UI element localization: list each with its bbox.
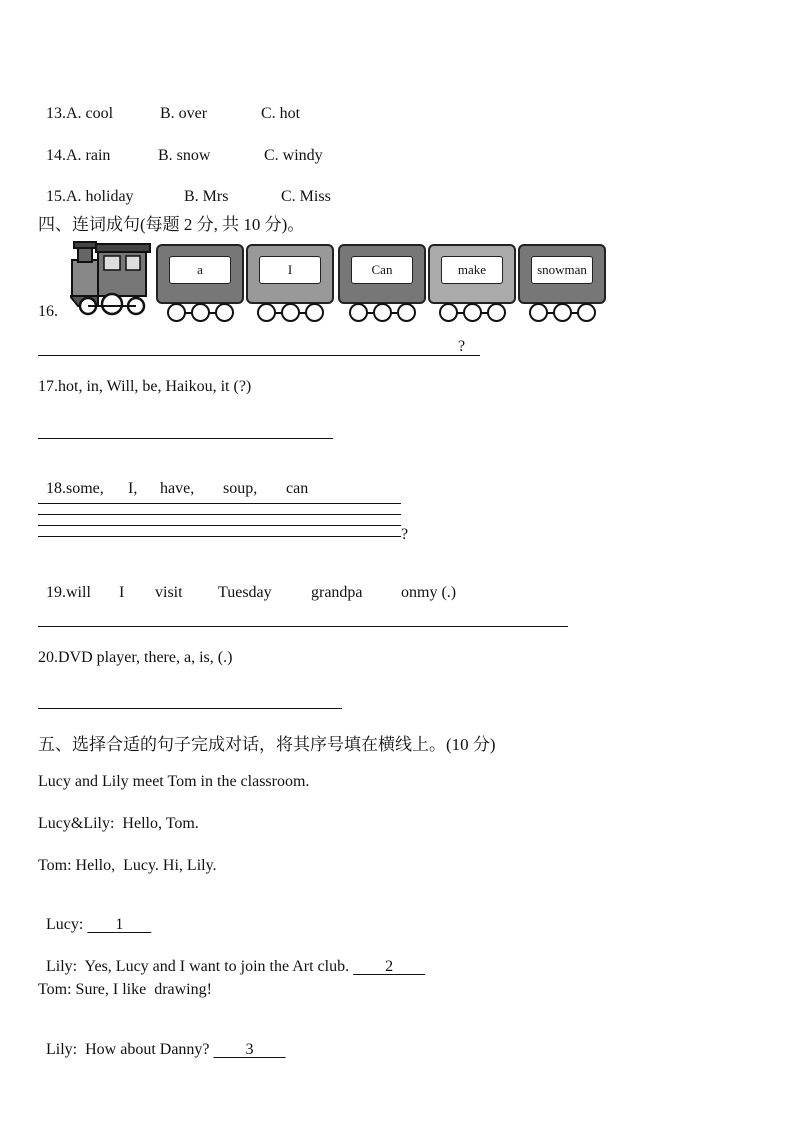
blank-number: 1 bbox=[115, 916, 124, 933]
option-a: A. holiday bbox=[66, 188, 134, 205]
train-car-word: a bbox=[169, 256, 231, 284]
option-a: A. cool bbox=[66, 105, 114, 122]
question-number: 19. bbox=[46, 584, 66, 601]
line-text: Lily: How about Danny? bbox=[46, 1041, 214, 1058]
answer-line-18a[interactable] bbox=[38, 503, 401, 504]
question-20: 20.DVD player, there, a, is, (.) bbox=[38, 649, 233, 666]
section-5-heading: 五、选择合适的句子完成对话，将其序号填在横线上。(10 分) bbox=[38, 735, 496, 754]
train-car-3 bbox=[338, 244, 426, 304]
train-car-word: I bbox=[259, 256, 321, 284]
answer-blank-2[interactable] bbox=[353, 958, 425, 976]
dialogue-line-2: Tom: Hello, Lucy. Hi, Lily. bbox=[38, 857, 217, 874]
speaker: Lucy: bbox=[46, 916, 88, 933]
answer-line-19[interactable] bbox=[38, 626, 568, 627]
end-mark-16: ? bbox=[458, 338, 466, 355]
train-car-5 bbox=[518, 244, 606, 304]
option-c: C. hot bbox=[261, 105, 301, 122]
option-a: A. rain bbox=[66, 147, 111, 164]
train-illustration bbox=[70, 240, 610, 318]
option-b: B. Mrs bbox=[184, 188, 229, 205]
question-19 bbox=[38, 566, 457, 602]
option-b: B. over bbox=[160, 105, 208, 122]
question-number: 13. bbox=[46, 105, 66, 122]
train-car-2 bbox=[246, 244, 334, 304]
word: onmy (.) bbox=[401, 584, 457, 601]
train-car-word: make bbox=[441, 256, 503, 284]
answer-line-18b[interactable] bbox=[38, 514, 401, 515]
train-car-word: snowman bbox=[531, 256, 593, 284]
word: some, bbox=[66, 480, 104, 497]
word: I bbox=[119, 584, 125, 601]
dialogue-intro: Lucy and Lily meet Tom in the classroom. bbox=[38, 773, 310, 790]
question-18 bbox=[38, 462, 309, 498]
word: Tuesday bbox=[218, 584, 272, 601]
dialogue-line-3 bbox=[38, 898, 151, 934]
question-number: 18. bbox=[46, 480, 66, 497]
word: have, bbox=[160, 480, 195, 497]
locomotive-icon bbox=[70, 240, 154, 318]
answer-line-20[interactable] bbox=[38, 708, 342, 709]
answer-line-18c[interactable] bbox=[38, 525, 401, 526]
end-mark-18: ? bbox=[401, 526, 409, 543]
word: grandpa bbox=[311, 584, 363, 601]
section-4-heading: 四、连词成句(每题 2 分, 共 10 分)。 bbox=[38, 215, 305, 234]
option-b: B. snow bbox=[158, 147, 211, 164]
question-14 bbox=[38, 129, 323, 165]
option-c: C. windy bbox=[264, 147, 323, 164]
word: visit bbox=[155, 584, 183, 601]
answer-blank-1[interactable] bbox=[87, 916, 151, 934]
dialogue-line-6 bbox=[38, 1023, 286, 1059]
train-car-word: Can bbox=[351, 256, 413, 284]
answer-line-16[interactable] bbox=[38, 355, 480, 356]
word: I, bbox=[128, 480, 138, 497]
question-16-number: 16. bbox=[38, 303, 58, 320]
line-text: Lily: Yes, Lucy and I want to join the Art club. bbox=[46, 958, 354, 975]
option-c: C. Miss bbox=[281, 188, 331, 205]
answer-line-18d[interactable] bbox=[38, 536, 401, 537]
train-car-4 bbox=[428, 244, 516, 304]
word: soup, bbox=[223, 480, 258, 497]
answer-line-17[interactable] bbox=[38, 438, 333, 439]
question-number: 15. bbox=[46, 188, 66, 205]
question-15 bbox=[38, 170, 331, 206]
word: will bbox=[66, 584, 91, 601]
blank-number: 2 bbox=[385, 958, 394, 975]
question-number: 14. bbox=[46, 147, 66, 164]
dialogue-line-1: Lucy&Lily: Hello, Tom. bbox=[38, 815, 199, 832]
question-17: 17.hot, in, Will, be, Haikou, it (?) bbox=[38, 378, 252, 395]
dialogue-line-5: Tom: Sure, I like drawing! bbox=[38, 981, 212, 998]
question-13 bbox=[38, 87, 301, 123]
word: can bbox=[286, 480, 309, 497]
answer-blank-3[interactable] bbox=[214, 1041, 286, 1059]
blank-number: 3 bbox=[245, 1041, 254, 1058]
dialogue-line-4 bbox=[38, 940, 425, 976]
train-car-1 bbox=[156, 244, 244, 304]
